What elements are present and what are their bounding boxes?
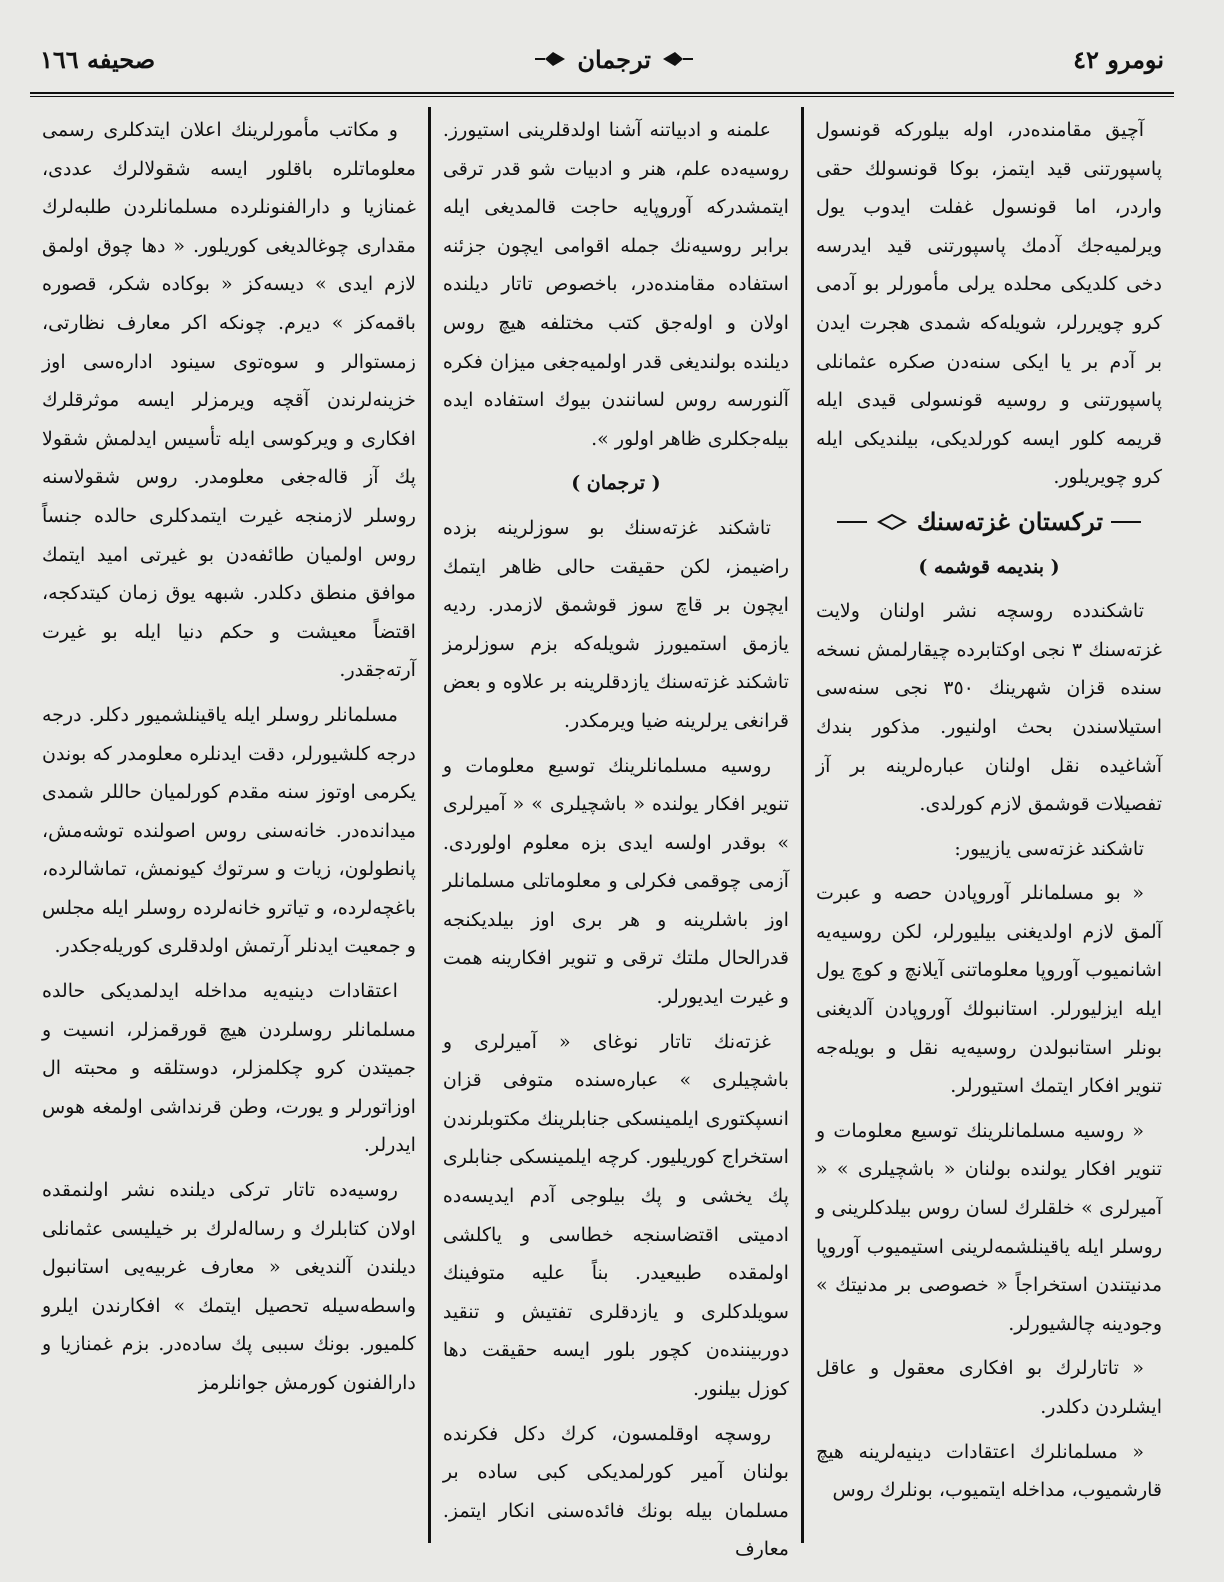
paragraph: « مسلمانلرك اعتقادات دينيه‌لرينه هيچ قارشميوب، مداخله ايتميوب، بونلرك روس bbox=[815, 1440, 1162, 1502]
paragraph: و مكاتب مأمورلرينك اعلان ايتدكلرى رسمى معلوماتلره باقلور ايسه شقولالرك عددى، غمنازيا و دارالفنونلرده مسلمانلردن طلبه‌لرك مقدارى چوغالديغى كوريلور. « دها چوق اولمق لازم ايدى » ديسه‌كز « بوكاده شكر، قصوره باقمه‌كز » ديرم. چونكه اكر معارف نظارتى، زمستوالر و سوه‌توى سينود اداره‌سى اوز خزينه‌لرندن آقچه ويرمزلر ايسه موثرقلرك افكارى و ويركوسى ايله تأسيس ايدلمش شقولا پك آز قاله‌جغى معلومدر. روس شقولاسنه روسلر لازمنجه غيرت ايتمدكلرى حالده جنساً روس اولميان طائفه‌دن بو غيرتى اميد ايتمك موافق منطق دكلدر. شبهه يوق زمان كيتدكجه، اقتضاً معيشت و حكم دنيا ايله بو غيرت آرته‌جقدر. bbox=[42, 119, 416, 682]
column-right bbox=[804, 103, 1174, 1543]
subheading: ( بنديمه قوشمه ) bbox=[918, 555, 1060, 578]
ornament-icon bbox=[875, 513, 909, 531]
paragraph: تاشكند غزته‌سى يازييور: bbox=[954, 837, 1144, 860]
ornament-icon bbox=[533, 50, 567, 68]
masthead bbox=[30, 30, 1174, 88]
column-middle bbox=[431, 103, 801, 1561]
paragraph: غزته‌نك تاتار نوغاى « آميرلرى و باشچيلرى » عباره‌سنده متوفى قزان انسپكتورى ايلمينسكى جنابلرينك مكتوبلرندن استخراج كوريليور. كرچه ايلمينسكى جنابلرى پك يخشى و پك بيلوجى آدم ايديسه‌ده ادميتى اقتضاسنجه خطاسى و ياكلشى اولمقده طبيعيدر. بناً عليه متوفينك سويلدكلرى و يازدقلرى تفتيش و تنقيد دوربيننده‌ن كچور بلور ايسه حقيقت دها كوزل بيلنور. bbox=[442, 1030, 789, 1400]
page-number: صحيفه ١٦٦ bbox=[40, 44, 156, 74]
paragraph: آچيق مقامنده‌در، اوله بيلوركه قونسول پاسپورتنى قيد ايتمز، بوكا قونسولك حقى واردر، اما قونسول غفلت ايدوب يول ويرلميه‌جك آدمك پاسپورتنى قيد ايدرسه دخى كلديكى محلده يرلى مأمورلر بو آدمى كرو چويررلر، شويله‌كه شمدى هجرت ايدن بر آدم بر يا ايكى سنه‌دن صكره عثمانلى پاسپورتنى و روسيه قونسولى قيدى ايله قريمه كلور ايسه كورلديكى، بيلنديكى ايله كرو چويريلور. bbox=[815, 119, 1162, 489]
paragraph: روسيه مسلمانلرينك توسيع معلومات و تنوير افكار يولنده « باشچيلرى » « آميرلرى » بوقدر اولسه ايدى بزه معلوم اولوردى. آزمى چوقمى فكرلى و معلوماتلى مسلمانلر اوز باشلرينه و هر برى اوز بيلديكنجه قدرالحال ملتك ترقى و تنوير افكارينه همت و غيرت ايديورلر. bbox=[442, 754, 789, 1009]
paragraph: تاشكندده روسچه نشر اولنان ولايت غزته‌سنك ٣ نجى اوكتابرده چيقارلمش نسخه سنده قزان شهرينك ٣٥٠ نجى سنه‌سى استيلاسندن بحث اولنيور. مذكور بندك آشاغيده نقل اولنان عباره‌لرينه بر آز تفصيلات قوشمق لازم كورلدى. bbox=[815, 600, 1162, 816]
paragraph: « روسيه مسلمانلرينك توسيع معلومات و تنوير افكار يولنده بولنان « باشچيلرى » « آميرلرى » خلقلرك لسان روس بيلدكلرينى و روسلر ايله ياقينلشمه‌لرينى استيميوب آوروپا مدنيتندن استخراجاً « خصوصى بر مدنيتك » وجودينه چالشيورلر. bbox=[815, 1119, 1162, 1335]
paragraph: « تاتارلرك بو افكارى معقول و عاقل ايشلردن دكلدر. bbox=[815, 1357, 1162, 1418]
paragraph: اعتقادات دينيه‌يه مداخله ايدلمديكى حالده مسلمانلر روسلردن هيچ قورقمزلر، انسيت و جميتدن كرو چكلمزلر، دوستلقه و محبته ال اوزاتورلر و يورت، وطن قرنداشى اولمغه هوس ايدرلر. bbox=[42, 980, 416, 1157]
heading-rule bbox=[837, 521, 867, 523]
editor-note: ( ترجمان ) bbox=[571, 472, 661, 495]
paragraph: علمنه و ادبياتنه آشنا اولدقلرينى استيورز. روسيه‌ده علم، هنر و ادبيات شو قدر ترقى ايتمشدركه آوروپايه حاجت قالمديغى ايله برابر روسيه‌نك جمله اقوامى ايچون جزئنه استفاده مقامنده‌در، باخصوص تاتار ديلنده اولان و اوله‌جق كتب مختلفه هيچ روس ديلنده بولنديغى قدر اولميه‌جغى ميزان فكره آلنورسه روس لسانندن بيوك استفاده ايده بيله‌جكلرى ظاهر اولور ». bbox=[442, 119, 789, 450]
paragraph: روسچه اوقلمسون، كرك دكل فكرنده بولنان آمير كورلمديكى كبى ساده بر مسلمان بيله بونك فائده‌سنى انكار ايتمز. معارف bbox=[442, 1422, 789, 1561]
heading-rule bbox=[1111, 521, 1141, 523]
masthead-title-block bbox=[533, 45, 695, 74]
paragraph: تاشكند غزته‌سنك بو سوزلرينه بزده راضيمز، لكن حقيقت حالى ظاهر ايتمك ايچون بر قاچ سوز قوشمق لازمدر. رديه يازمق استميورز شويله‌كه بزم سوزلرمز تاشكند غزته‌سنك يازدقلرينه بر علاوه و بعض قرانغى يرلرينه ضيا ويرمكدر. bbox=[442, 516, 789, 732]
issue-number: نومرو ٤٢ bbox=[1073, 44, 1164, 74]
article-columns bbox=[30, 103, 1174, 1561]
newspaper-title: ترجمان bbox=[577, 44, 651, 74]
section-heading bbox=[816, 503, 1162, 542]
paragraph: مسلمانلر روسلر ايله ياقينلشميور دكلر. درجه درجه كلشيورلر، دقت ايدنلره معلومدر كه بوندن يكرمى اوتوز سنه مقدم كورلميان حاللر شمدى ميدانده‌در. خانه‌سنى روس اصولنده توشه‌مش، پانطولون، زيات و سرتوك كيونمش، تماشالرده، باغچه‌لرده، و تياترو خانه‌لرده روسلر ايله مجلس و جمعيت ايدنلر آرتمش اولدقلرى كوريله‌جكدر. bbox=[42, 703, 416, 958]
ornament-icon bbox=[661, 50, 695, 68]
header-rule-thin bbox=[30, 96, 1174, 97]
header-rule bbox=[30, 92, 1174, 94]
paragraph: « بو مسلمانلر آوروپادن حصه و عبرت آلمق لازم اولديغنى بيليورلر، لكن روسيه‌يه اشانميوب آوروپا معلوماتنى آيلانچ و كوچ يول ايله ايزليورلر. استانبولك آوروپادن آلديغنى بونلر استانبولدن روسيه‌يه نقل و بويله‌جه تنوير افكار ايتمك استيورلر. bbox=[815, 882, 1162, 1098]
paragraph: روسيه‌ده تاتار تركى ديلنده نشر اولنمقده اولان كتابلرك و رساله‌لرك بر خيليسى عثمانلى ديلندن آلنديغى « معارف غربيه‌يى استانبول واسطه‌سيله تحصيل ايتمك » افكارندن ايلرو كلميور. بونك سببى پك ساده‌در. بزم غمنازيا و دارالفنون كورمش جوانلرمز bbox=[42, 1179, 416, 1394]
column-left bbox=[30, 103, 428, 1543]
heading-text: تركستان غزته‌سنك bbox=[916, 506, 1104, 536]
